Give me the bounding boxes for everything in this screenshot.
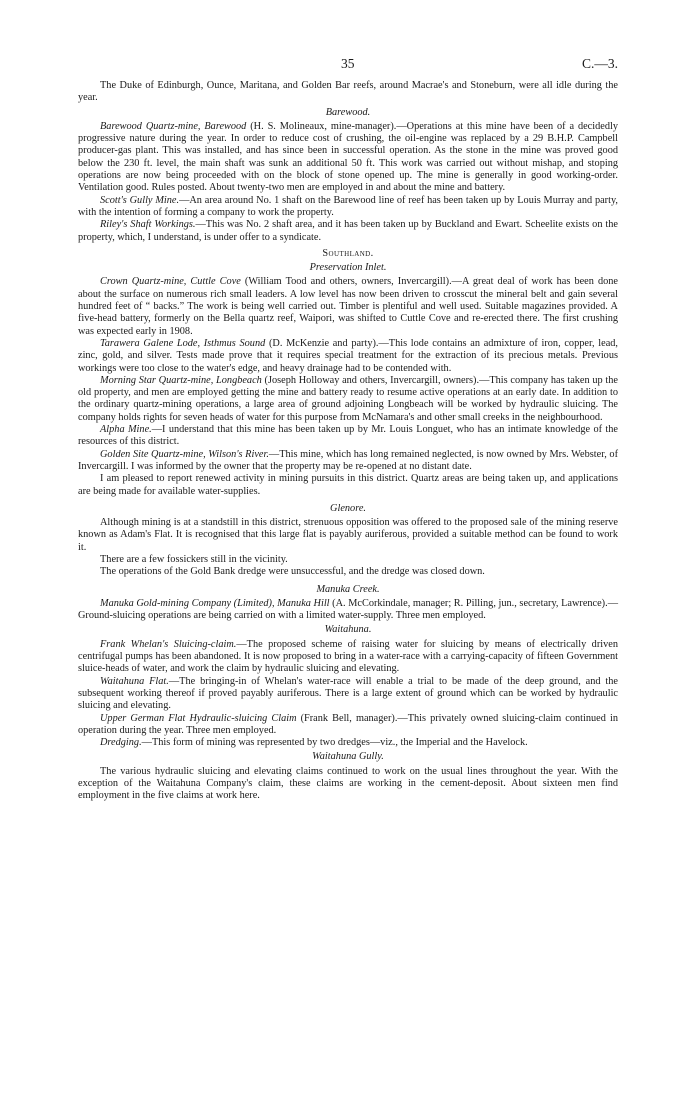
paragraph: The Duke of Edinburgh, Ounce, Maritana, and Golden Bar reefs, around Macrae's and Stoneburn, were all idle during the year. [78, 80, 618, 104]
document-reference: C.—3. [581, 56, 618, 71]
paragraph-title: Waitahuna Flat. [100, 675, 169, 687]
paragraph-title: Alpha Mine. [100, 424, 152, 436]
paragraph: There are a few fossickers still in the vicinity. [100, 553, 288, 565]
section-heading: Waitahuna Gully. [312, 751, 384, 763]
paragraph: The various hydraulic sluicing and elevating claims continued to work on the usual lines throughout the year. With the exception of the Waitahuna Company's claim, these claims are working in the cement-deposit. About sixteen men find employment in the five claims at work here. [78, 765, 618, 802]
paragraph: Although mining is at a standstill in this district, strenuous opposition was offered to the proposed sale of the mining reserve known as Adam's Flat. It is recognised that this large flat is payably auriferous, provided a suitable method can be found to work it. [78, 517, 618, 553]
paragraph: The operations of the Gold Bank dredge were unsuccessful, and the dredge was closed down. [100, 566, 485, 578]
paragraph-title: Upper German Flat Hydraulic-sluicing Claim [100, 712, 297, 724]
paragraph: Riley's Shaft Workings.—This was No. 2 shaft area, and it has been taken up by Buckland and Ewart. Scheelite exists on the property, which, I understand, is under offer to a syndicate. [78, 219, 618, 243]
section-heading: Preservation Inlet. [309, 262, 387, 274]
paragraph: Dredging.—This form of mining was represented by two dredges—viz., the Imperial and the Havelock. [100, 737, 528, 749]
document-page [78, 56, 618, 803]
paragraph: Manuka Gold-mining Company (Limited), Manuka Hill (A. McCorkindale, manager; R. Pilling, jun., secretary, Lawrence).—Ground-sluicing operations are being carried on with a limited water-supply. Three men employed. [78, 597, 618, 622]
paragraph-title: Golden Site Quartz-mine, Wilson's River. [100, 448, 269, 460]
section-heading: Glenore. [330, 502, 366, 514]
paragraph-title: Scott's Gully Mine. [100, 194, 180, 206]
paragraph: Frank Whelan's Sluicing-claim.—The proposed scheme of raising water for sluicing by means of electrically driven centrifugal pumps has been abandoned. It is now proposed to bring in a water-race with a carrying-capacity of fifteen Government sluice-heads of water, and work the claim by hydraulic sluicing and elevating. [78, 638, 618, 675]
paragraph-title: Barewood Quartz-mine, Barewood [100, 120, 247, 132]
paragraph: Crown Quartz-mine, Cuttle Cove (William Tood and others, owners, Invercargill).—A great deal of work has been done about the surface on numerous rich small leaders. A low level has now been driven to crosscut the mineral belt and gain several hundred feet of “ backs.” The work is being well carried out. Timber is plentiful and well used. Suitable magazines provided. A five-head battery, formerly on the Bella quartz reef, Waipori, was shifted to Cuttle Cove and re-erected there. The first crushing was expected early in 1908. [78, 276, 618, 337]
paragraph-title: Riley's Shaft Workings. [100, 219, 196, 231]
paragraph-title: Morning Star Quartz-mine, Longbeach [100, 374, 262, 386]
paragraph: Scott's Gully Mine.—An area around No. 1 shaft on the Barewood line of reef has been taken up by Louis Murray and party, with the intention of forming a company to work the property. [78, 194, 619, 218]
region-heading: Southland. [322, 247, 374, 259]
paragraph-title: Dredging. [100, 737, 142, 749]
paragraph: Barewood Quartz-mine, Barewood (H. S. Molineaux, mine-manager).—Operations at this mine have been of a decidedly progressive nature during the year. In order to reduce cost of crushing, the oil-engine was replaced by a 29 B.H.P. Campbell producer-gas plant. This was installed, and has since been in successful operation. As the stone in the mine was proved good below the 230 ft. level, the main shaft was sunk an additional 50 ft. This work was carried out without mishap, and stoping operations are now being proceeded with on the block of stone opened up. The mine is generally in good working-order. Ventilation good. Rules posted. About twenty-two men are employed in and about the mine and battery. [78, 120, 618, 194]
paragraph: Alpha Mine.—I understand that this mine has been taken up by Mr. Louis Longuet, who has an intimate knowledge of the resources of this district. [78, 424, 619, 448]
paragraph-title: Tarawera Galene Lode, Isthmus Sound [100, 337, 266, 349]
section-heading: Waitahuna. [324, 624, 372, 636]
paragraph: Upper German Flat Hydraulic-sluicing Claim (Frank Bell, manager).—This privately owned sluicing-claim continued in operation during the year. Three men employed. [78, 712, 618, 736]
page-header [78, 56, 618, 80]
paragraph: Morning Star Quartz-mine, Longbeach (Joseph Holloway and others, Invercargill, owners).—This company has taken up the old property, and men are employed getting the mine and battery ready to resume active operations at an early date. In addition to the ordinary quartz-mining operations, a large area of ground adjoining Longbeach will be worked by hydraulic sluicing. The company holds rights for seven heads of water for this purpose from McNamara's and other small creeks in the neighbourhood. [78, 374, 618, 423]
paragraph: Tarawera Galene Lode, Isthmus Sound (D. McKenzie and party).—This lode contains an admixture of iron, copper, lead, zinc, gold, and silver. Tests made prove that it requires special treatment for the extraction of its precious metals. Previous workings were too close to the water's edge, and heavy drainage had to be contended with. [78, 337, 618, 374]
paragraph: Waitahuna Flat.—The bringing-in of Whelan's water-race will enable a trial to be made of the deep ground, and the subsequent working thereof if proved payably auriferous. There is a large extent of ground which can be worked by hydraulic sluicing and elevating. [78, 675, 618, 712]
paragraph-title: Frank Whelan's Sluicing-claim. [100, 638, 237, 650]
section-heading: Manuka Creek. [316, 583, 380, 595]
paragraph: Golden Site Quartz-mine, Wilson's River.—This mine, which has long remained neglected, is now owned by Mrs. Webster, of Invercargill. I was informed by the owner that the property may be re-opened at no distant date. [78, 448, 618, 472]
paragraph-title: Manuka Gold-mining Company (Limited), Manuka Hill [100, 597, 330, 609]
paragraph-title: Crown Quartz-mine, Cuttle Cove [100, 276, 241, 288]
section-heading: Barewood. [325, 106, 371, 118]
page-number: 35 [341, 56, 355, 71]
paragraph: I am pleased to report renewed activity in mining pursuits in this district. Quartz areas are being taken up, and applications are being made for available water-supplies. [78, 473, 618, 497]
